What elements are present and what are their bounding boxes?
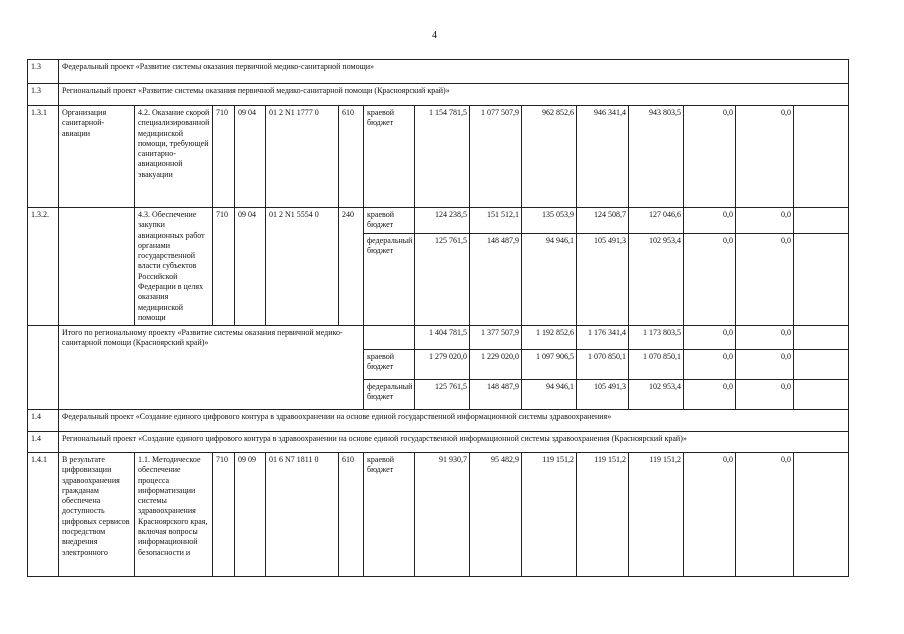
value-cell: 148 487,9 xyxy=(470,234,522,326)
value-cell: 119 151,2 xyxy=(522,453,577,577)
section-code: 1.4 xyxy=(28,432,59,453)
csr-cell: 01 2 N1 5554 0 xyxy=(266,208,339,326)
table-row xyxy=(28,106,849,208)
value-cell: 94 946,1 xyxy=(522,380,577,410)
section-title: Федеральный проект «Развитие системы оказания первичной медико-санитарной помощи» xyxy=(59,60,849,84)
source-cell: федеральный бюджет xyxy=(364,234,415,326)
value-cell: 95 482,9 xyxy=(470,453,522,577)
rzpr-cell: 09 04 xyxy=(235,208,266,326)
budget-table xyxy=(27,59,849,577)
source-cell: краевой бюджет xyxy=(364,106,415,208)
value-cell: 0,0 xyxy=(684,453,736,577)
page-number: 4 xyxy=(432,30,437,41)
row-code: 1.4.1 xyxy=(28,453,59,577)
value-cell: 151 512,1 xyxy=(470,208,522,234)
value-cell: 1 377 507,9 xyxy=(470,326,522,350)
value-cell: 0,0 xyxy=(684,234,736,326)
section-row xyxy=(28,432,849,453)
value-cell: 1 173 803,5 xyxy=(629,326,684,350)
value-cell: 0,0 xyxy=(736,350,794,380)
row-activity: 4.2. Оказание скорой специализированной медицинской помощи, требующей санитарно-авиационной эвакуации xyxy=(135,106,213,208)
total-row xyxy=(28,326,849,350)
value-cell: 125 761,5 xyxy=(415,380,470,410)
rzpr-cell: 09 09 xyxy=(235,453,266,577)
value-cell: 1 077 507,9 xyxy=(470,106,522,208)
value-cell: 105 491,3 xyxy=(577,380,629,410)
value-cell: 1 070 850,1 xyxy=(577,350,629,380)
value-cell: 943 803,5 xyxy=(629,106,684,208)
value-cell: 124 238,5 xyxy=(415,208,470,234)
value-cell xyxy=(794,380,849,410)
row-code: 1.3.2. xyxy=(28,208,59,326)
value-cell: 1 404 781,5 xyxy=(415,326,470,350)
value-cell xyxy=(794,234,849,326)
section-code: 1.3 xyxy=(28,84,59,106)
value-cell: 127 046,6 xyxy=(629,208,684,234)
value-cell: 135 053,9 xyxy=(522,208,577,234)
source-cell: федеральный бюджет xyxy=(364,380,415,410)
row-code: 1.3.1 xyxy=(28,106,59,208)
row-code xyxy=(28,326,59,410)
value-cell: 94 946,1 xyxy=(522,234,577,326)
value-cell: 962 852,6 xyxy=(522,106,577,208)
value-cell: 0,0 xyxy=(684,326,736,350)
table-row xyxy=(28,208,849,234)
value-cell: 91 930,7 xyxy=(415,453,470,577)
value-cell: 102 953,4 xyxy=(629,380,684,410)
value-cell: 0,0 xyxy=(684,208,736,234)
value-cell: 0,0 xyxy=(736,234,794,326)
value-cell: 946 341,4 xyxy=(577,106,629,208)
section-code: 1.3 xyxy=(28,60,59,84)
row-activity: 1.1. Методическое обеспечение процесса информатизации системы здравоохранения Красноярского края, включая вопросы информационной безопасности и xyxy=(135,453,213,577)
total-label: Итого по региональному проекту «Развитие системы оказания первичной медико-санитарной помощи (Красноярский край)» xyxy=(59,326,364,410)
value-cell: 1 176 341,4 xyxy=(577,326,629,350)
source-cell: краевой бюджет xyxy=(364,453,415,577)
value-cell: 102 953,4 xyxy=(629,234,684,326)
section-title: Региональный проект «Создание единого цифрового контура в здравоохранении на основе единой государственной информационной системы здравоохранения (Красноярский край)» xyxy=(59,432,849,453)
section-code: 1.4 xyxy=(28,410,59,432)
table-row xyxy=(28,453,849,577)
value-cell xyxy=(794,326,849,350)
value-cell: 0,0 xyxy=(736,106,794,208)
value-cell: 0,0 xyxy=(684,106,736,208)
value-cell xyxy=(794,208,849,234)
value-cell xyxy=(794,106,849,208)
value-cell: 119 151,2 xyxy=(629,453,684,577)
vr-cell: 240 xyxy=(339,208,364,326)
row-activity: 4.3. Обеспечение закупки авиационных работ органами государственной власти субъектов Российской Федерации в целях оказания медицинской помощи xyxy=(135,208,213,326)
value-cell: 0,0 xyxy=(736,208,794,234)
section-title: Региональный проект «Развитие системы оказания первичной медико-санитарной помощи (Красноярский край)» xyxy=(59,84,849,106)
value-cell: 1 229 020,0 xyxy=(470,350,522,380)
source-cell: краевой бюджет xyxy=(364,208,415,234)
value-cell: 1 154 781,5 xyxy=(415,106,470,208)
value-cell: 124 508,7 xyxy=(577,208,629,234)
value-cell: 119 151,2 xyxy=(577,453,629,577)
source-cell xyxy=(364,326,415,350)
value-cell: 148 487,9 xyxy=(470,380,522,410)
section-row xyxy=(28,84,849,106)
row-goal: Организация санитарной-авиации xyxy=(59,106,135,208)
value-cell: 0,0 xyxy=(684,350,736,380)
section-row xyxy=(28,60,849,84)
section-row xyxy=(28,410,849,432)
grbs-cell: 710 xyxy=(213,208,235,326)
rzpr-cell: 09 04 xyxy=(235,106,266,208)
section-title: Федеральный проект «Создание единого цифрового контура в здравоохранении на основе единой государственной информационной системы здравоохранения» xyxy=(59,410,849,432)
grbs-cell: 710 xyxy=(213,106,235,208)
value-cell: 1 279 020,0 xyxy=(415,350,470,380)
row-goal: В результате цифровизации здравоохранения гражданам обеспечена доступность цифровых сервисов посредством внедрения электронного xyxy=(59,453,135,577)
value-cell: 1 070 850,1 xyxy=(629,350,684,380)
vr-cell: 610 xyxy=(339,106,364,208)
value-cell: 0,0 xyxy=(736,453,794,577)
value-cell: 0,0 xyxy=(736,326,794,350)
value-cell: 125 761,5 xyxy=(415,234,470,326)
value-cell xyxy=(794,453,849,577)
value-cell xyxy=(794,350,849,380)
value-cell: 0,0 xyxy=(684,380,736,410)
csr-cell: 01 6 N7 1811 0 xyxy=(266,453,339,577)
vr-cell: 610 xyxy=(339,453,364,577)
value-cell: 105 491,3 xyxy=(577,234,629,326)
grbs-cell: 710 xyxy=(213,453,235,577)
row-goal xyxy=(59,208,135,326)
csr-cell: 01 2 N1 1777 0 xyxy=(266,106,339,208)
value-cell: 1 097 906,5 xyxy=(522,350,577,380)
value-cell: 1 192 852,6 xyxy=(522,326,577,350)
value-cell: 0,0 xyxy=(736,380,794,410)
source-cell: краевой бюджет xyxy=(364,350,415,380)
